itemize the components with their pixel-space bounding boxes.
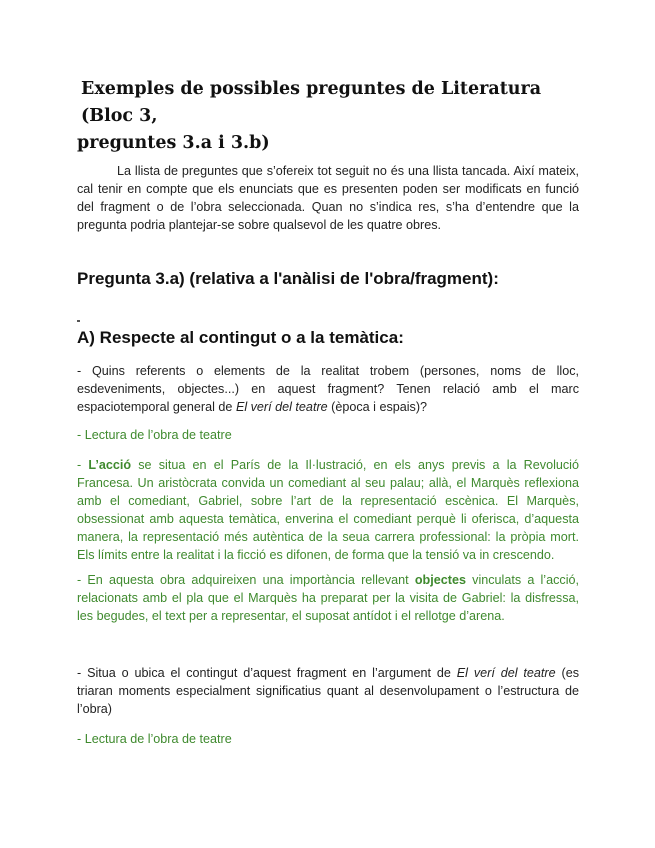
question-2-tail: (es triaran moments especialment significatius quant al desenvolupament o l’estructura de l’obra) — [77, 666, 580, 716]
question-1-tail: (època i espais)? — [327, 400, 428, 414]
question-2 — [77, 664, 579, 718]
answer-1-p1-text: se situa en el París de la Il·lustració, en els anys previs a la Revolució Francesa. Un aristòcrata convida un comediant al seu palau; allà, el Marquès reflexiona amb el comediant, Gabriel, sobre l’art de la representació escènica. El Marquès, obsessionat amb aquesta temàtica, enverina el comediant perquè li oferisca, d’aquesta manera, la representació més autèntica de la seua carrera professional: la pròpia mort. Els límits entre la realitat i la ficció es difonen, de forma que la tensió va in crescendo. — [77, 458, 579, 562]
answer-2-label: - Lectura de l’obra de teatre — [77, 732, 232, 746]
answer-1-paragraph-2 — [77, 571, 579, 625]
title-line-1: Exemples de possibles preguntes de Literatura (Bloc 3, — [81, 79, 542, 126]
question-1-text: - Quins referents o elements de la realitat trobem (persones, noms de lloc, esdeveniments, objectes...) en aquest fragment? Tenen relació amb el marc espaciotemporal general de — [77, 364, 579, 414]
question-1-work-title: El verí del teatre — [235, 400, 328, 414]
answer-1-label: - Lectura de l’obra de teatre — [77, 428, 232, 442]
section-a-heading: A) Respecte al contingut o a la temàtica: — [77, 328, 404, 347]
answer-1-p2-prefix: - En aquesta obra adquireixen una importància rellevant — [77, 573, 415, 587]
question-2-text: - Situa o ubica el contingut d’aquest fragment en l’argument de — [77, 666, 457, 680]
pregunta-heading: Pregunta 3.a) (relativa a l'anàlisi de l'obra/fragment): — [77, 269, 499, 288]
intro-paragraph: La llista de preguntes que s’ofereix tot seguit no és una llista tancada. Així mateix, cal tenir en compte que els enunciats que es presenten poden ser modificats en funció del fragment o de l’obra seleccionada. Quan no s’indica res, s’ha d’entendre que la pregunta podria plantejar-se sobre qualsevol de les quatre obres. — [77, 164, 579, 232]
answer-1-p1-bold: L’acció — [88, 458, 132, 472]
answer-1-paragraph-1 — [77, 456, 579, 564]
stray-mark — [77, 320, 80, 322]
answer-1-p2-bold: objectes — [414, 573, 466, 587]
answer-1-p1-prefix: - — [77, 458, 89, 472]
question-2-work-title: El verí del teatre — [456, 666, 556, 680]
document-title — [77, 76, 577, 157]
question-1 — [77, 362, 579, 416]
title-line-2: preguntes 3.a i 3.b) — [77, 133, 270, 153]
answer-1-p2-text: vinculats a l’acció, relacionats amb el pla que el Marquès ha preparat per la visita de Gabriel: la disfressa, les begudes, el text per a representar, el suposat antídot i el rellotge d’arena. — [77, 573, 579, 623]
